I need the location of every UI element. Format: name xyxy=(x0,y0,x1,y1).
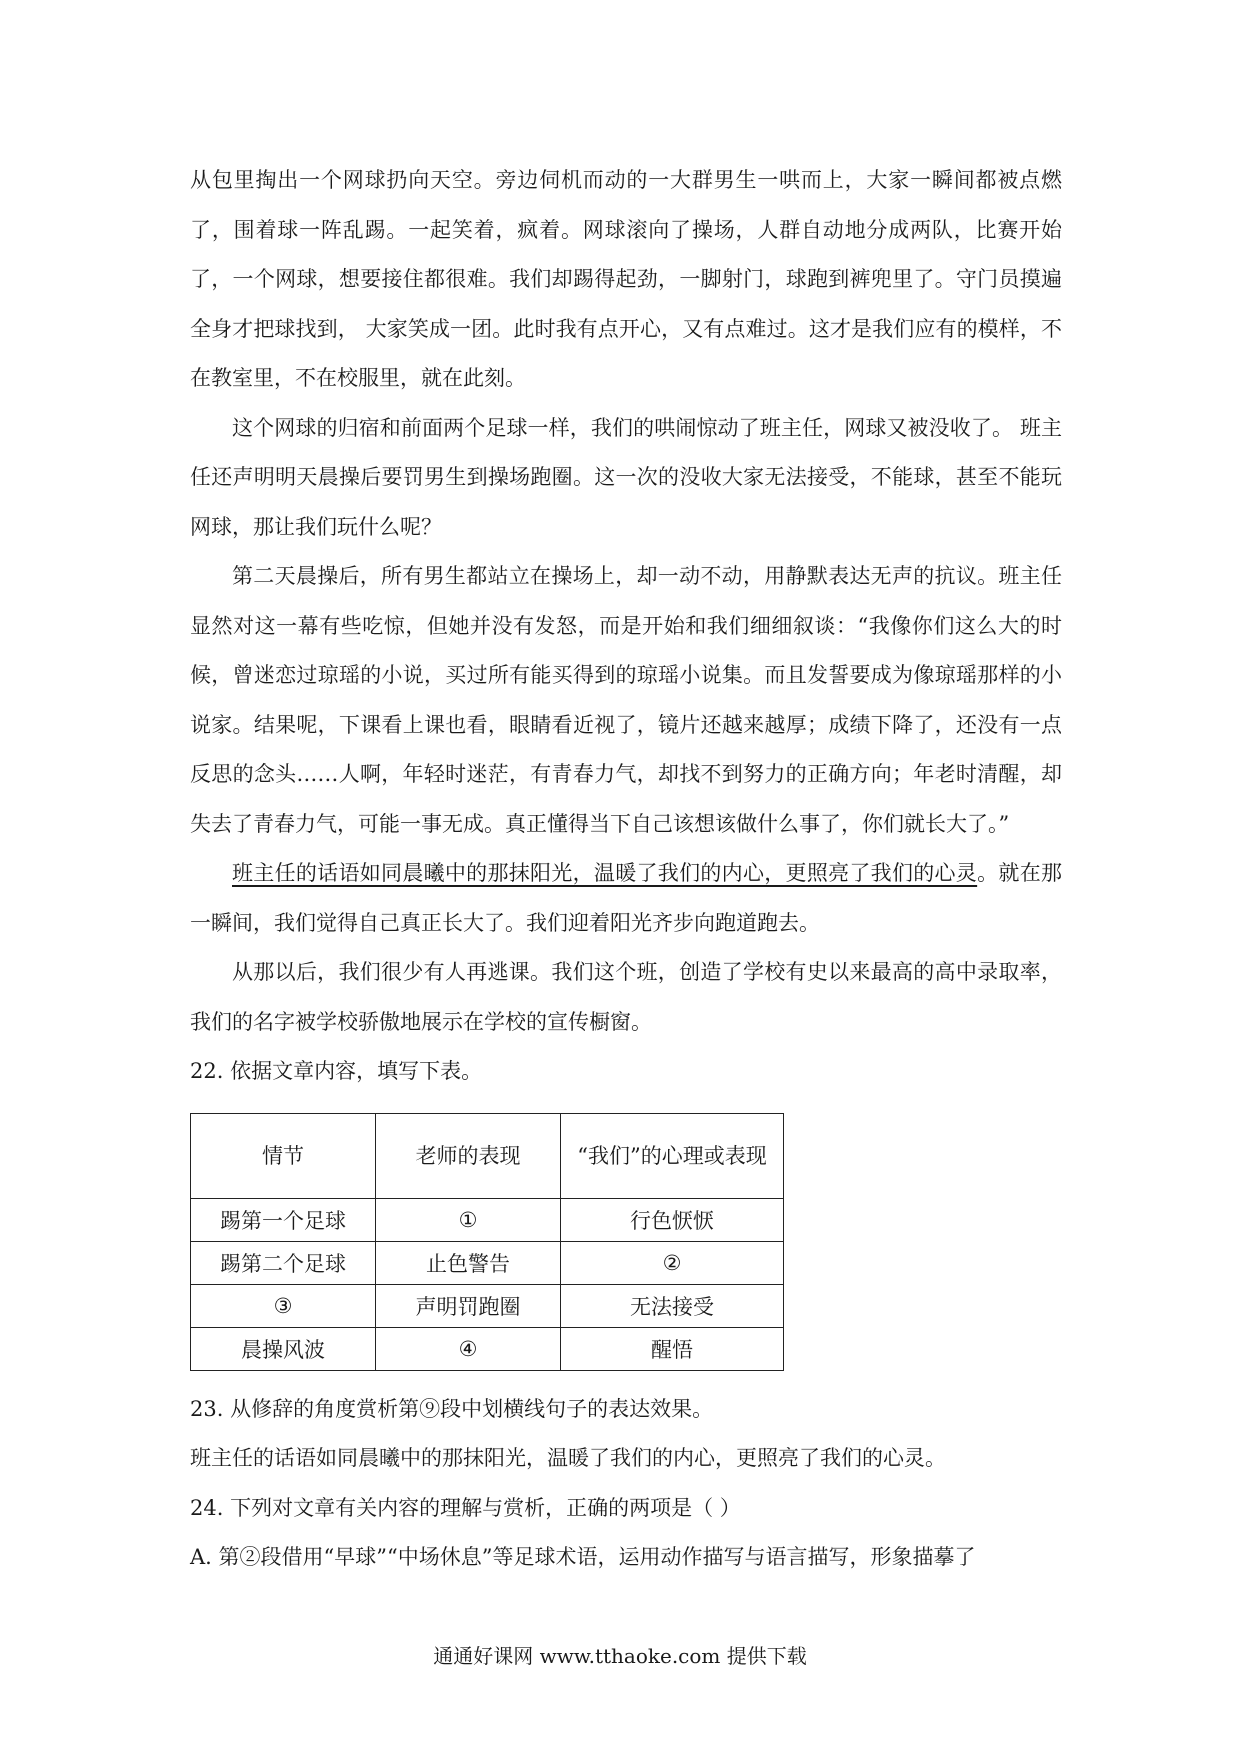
paragraph-4 xyxy=(190,849,1062,948)
header-cell: “我们”的心理或表现 xyxy=(561,1113,784,1198)
table-cell: 晨操风波 xyxy=(191,1327,376,1370)
table-cell: ③ xyxy=(191,1284,376,1327)
table-cell: 声明罚跑圈 xyxy=(376,1284,561,1327)
question-24: 24. 下列对文章有关内容的理解与赏析，正确的两项是（ ） xyxy=(190,1495,741,1520)
table-cell: 行色恹恹 xyxy=(561,1198,784,1241)
underlined-sentence: 班主任的话语如同晨曦中的那抹阳光，温暖了我们的内心，更照亮了我们的心灵 xyxy=(232,861,978,885)
table-cell: ④ xyxy=(376,1327,561,1370)
paragraph-2: 这个网球的归宿和前面两个足球一样，我们的哄闹惊动了班主任，网球又被没收了。 班主任还声明明天晨操后要罚男生到操场跑圈。这一次的没收大家无法接受，不能球，甚至不能玩网球，那让我们玩什么呢？ xyxy=(190,415,1062,539)
question-22: 22. 依据文章内容，填写下表。 xyxy=(190,1059,483,1083)
question-23: 23. 从修辞的角度赏析第⑨段中划横线句子的表达效果。 xyxy=(190,1396,714,1421)
table-header-row xyxy=(191,1113,784,1198)
question-24-option-a: A. 第②段借用“早球”“中场休息”等足球术语，运用动作描写与语言描写，形象描摹了 xyxy=(190,1545,976,1569)
table-row xyxy=(191,1327,784,1370)
question-23-quote: 班主任的话语如同晨曦中的那抹阳光，温暖了我们的内心，更照亮了我们的心灵。 xyxy=(190,1446,946,1470)
header-cell: 老师的表现 xyxy=(376,1113,561,1198)
table-cell: ① xyxy=(376,1198,561,1241)
paragraph-1: 从包里掏出一个网球扔向天空。旁边伺机而动的一大群男生一哄而上，大家一瞬间都被点燃了，围着球一阵乱踢。一起笑着，疯着。网球滚向了操场，人群自动地分成两队，比赛开始了，一个网球，想要接住都很难。我们却踢得起劲，一脚射门，球跑到裤兜里了。守门员摸遍全身才把球找到， 大家笑成一团。此时我有点开心，又有点难过。这才是我们应有的模样，不在教室里，不在校服里，就在此刻。 xyxy=(190,168,1062,390)
table-row xyxy=(191,1241,784,1284)
table-cell: 醒悟 xyxy=(561,1327,784,1370)
table-cell: 无法接受 xyxy=(561,1284,784,1327)
paragraph-4-rest: 。就在那一瞬间，我们觉得自己真正长大了。我们迎着阳光齐步向跑道跑去。 xyxy=(190,861,1063,935)
header-cell: 情节 xyxy=(191,1113,376,1198)
page-footer: 通通好课网 www.tthaoke.com 提供下载 xyxy=(433,1644,807,1668)
paragraph-5: 从那以后，我们很少有人再逃课。我们这个班，创造了学校有史以来最高的高中录取率，我们的名字被学校骄傲地展示在学校的宣传橱窗。 xyxy=(190,960,1062,1034)
article-content xyxy=(190,156,1062,1583)
plot-table xyxy=(190,1113,784,1371)
table-cell: 止色警告 xyxy=(376,1241,561,1284)
table-cell: ② xyxy=(561,1241,784,1284)
table-row xyxy=(191,1284,784,1327)
table-cell: 踢第二个足球 xyxy=(191,1241,376,1284)
table-cell: 踢第一个足球 xyxy=(191,1198,376,1241)
table-row xyxy=(191,1198,784,1241)
paragraph-3: 第二天晨操后，所有男生都站立在操场上，却一动不动，用静默表达无声的抗议。班主任显然对这一幕有些吃惊，但她并没有发怒，而是开始和我们细细叙谈：“我像你们这么大的时候，曾迷恋过琼瑶的小说，买过所有能买得到的琼瑶小说集。而且发誓要成为像琼瑶那样的小说家。结果呢，下课看上课也看，眼睛看近视了，镜片还越来越厚；成绩下降了，还没有一点反思的念头……人啊，年轻时迷茫，有青春力气，却找不到努力的正确方向；年老时清醒，却失去了青春力气，可能一事无成。真正懂得当下自己该想该做什么事了，你们就长大了。” xyxy=(190,564,1062,836)
